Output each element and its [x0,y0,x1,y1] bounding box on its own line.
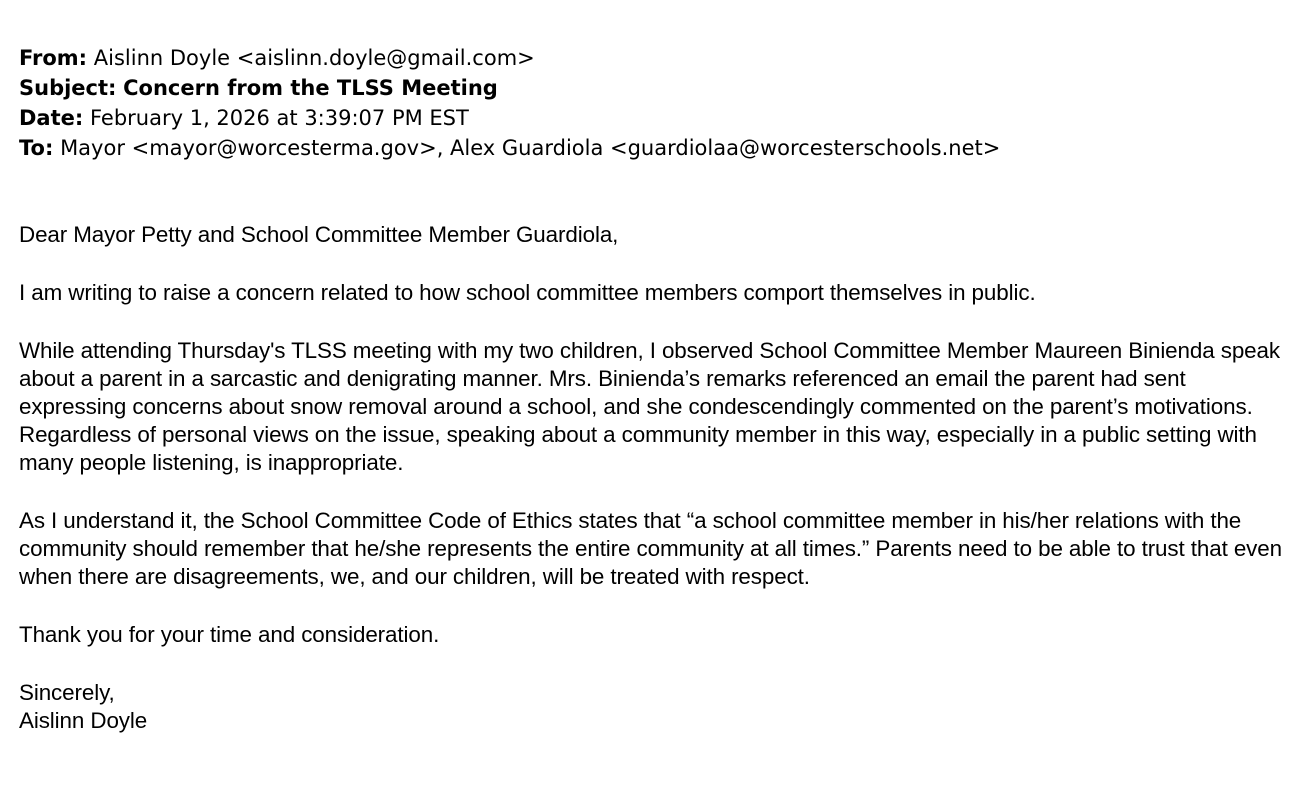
thanks-line: Thank you for your time and consideration. [19,622,440,647]
signature: Aislinn Doyle [19,708,148,733]
sign-off: Sincerely, [19,680,115,705]
subject-row [19,73,1289,103]
from-value: Aislinn Doyle <aislinn.doyle@gmail.com> [93,46,535,70]
date-value: February 1, 2026 at 3:39:07 PM EST [89,106,469,130]
to-value: Mayor <mayor@worcesterma.gov>, Alex Guardiola <guardiolaa@worcesterschools.net> [60,136,1001,160]
to-row [19,133,1289,163]
email-headers [19,43,1289,163]
email-message [19,43,1289,735]
body-paragraph-2: While attending Thursday's TLSS meeting with my two children, I observed School Committee Member Maureen Binienda speak about a parent in a sarcastic and denigrating manner. Mrs. Binienda’s remarks referenced an email the parent had sent expressing concerns about snow removal around a school, and she condescendingly commented on the parent’s motivations. Regardless of personal views on the issue, speaking about a community member in this way, especially in a public setting with many people listening, is inappropriate. [19,338,1280,475]
subject-value: Concern from the TLSS Meeting [123,76,498,100]
email-body [19,221,1289,735]
from-row [19,43,1289,73]
body-paragraph-1: I am writing to raise a concern related to how school committee members comport themselves in public. [19,280,1036,305]
subject-label: Subject: [19,76,117,100]
date-label: Date: [19,106,84,130]
to-label: To: [19,136,54,160]
greeting: Dear Mayor Petty and School Committee Member Guardiola, [19,222,619,247]
date-row [19,103,1289,133]
from-label: From: [19,46,88,70]
body-paragraph-3: As I understand it, the School Committee Code of Ethics states that “a school committee member in his/her relations with the community should remember that he/she represents the entire community at all times.” Parents need to be able to trust that even when there are disagreements, we, and our children, will be treated with respect. [19,508,1282,589]
